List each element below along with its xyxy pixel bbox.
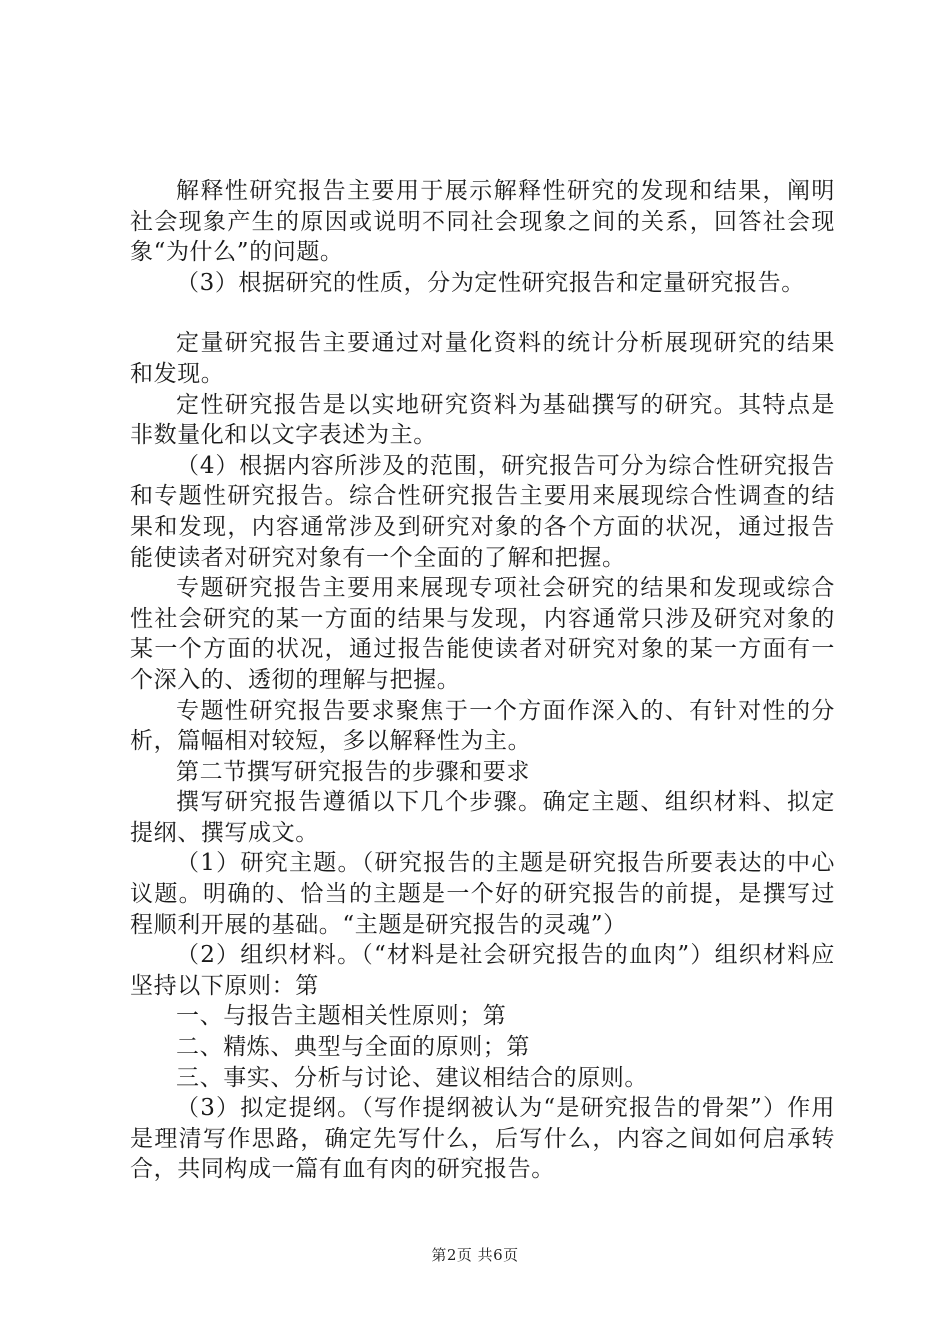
paragraph-principle-1: 一、与报告主题相关性原则；第 xyxy=(176,1003,507,1030)
paragraph-principle-2: 二、精炼、典型与全面的原则；第 xyxy=(176,1034,530,1061)
paragraph-by-nature: （3）根据研究的性质，分为定性研究报告和定量研究报告。 xyxy=(176,269,805,296)
paragraph-explanatory-report: 解释性研究报告主要用于展示解释性研究的发现和结果，阐明社会现象产生的原因或说明不同社会现象之间的关系，回答社会现象“为什么”的问题。 xyxy=(130,178,835,266)
paragraph-principle-3: 三、事实、分析与讨论、建议相结合的原则。 xyxy=(176,1064,648,1091)
paragraph-quantitative-report: 定量研究报告主要通过对量化资料的统计分析展现研究的结果和发现。 xyxy=(130,330,835,387)
page-number-footer: 第2页 共6页 xyxy=(431,1246,519,1264)
document-body xyxy=(130,176,835,1185)
paragraph-by-scope: （4）根据内容所涉及的范围，研究报告可分为综合性研究报告和专题性研究报告。综合性研究报告主要用来展现综合性调查的结果和发现，内容通常涉及到研究对象的各个方面的状况，通过报告能使读者对研究对象有一个全面的了解和把握。 xyxy=(130,452,835,571)
paragraph-step-materials: （2）组织材料。（“材料是社会研究报告的血肉”）组织材料应坚持以下原则：第 xyxy=(130,942,835,999)
paragraph-step-topic: （1）研究主题。（研究报告的主题是研究报告所要表达的中心议题。明确的、恰当的主题是一个好的研究报告的前提，是撰写过程顺利开展的基础。“主题是研究报告的灵魂”） xyxy=(130,850,835,938)
section-heading: 第二节撰写研究报告的步骤和要求 xyxy=(176,758,530,785)
paragraph-thematic-requirements: 专题性研究报告要求聚焦于一个方面作深入的、有针对性的分析，篇幅相对较短，多以解释性为主。 xyxy=(130,697,835,755)
paragraph-thematic-report: 专题研究报告主要用来展现专项社会研究的结果和发现或综合性社会研究的某一方面的结果与发现，内容通常只涉及研究对象的某一个方面的状况，通过报告能使读者对研究对象的某一方面有一个深入的、透彻的理解与把握。 xyxy=(130,575,835,693)
paragraph-qualitative-report: 定性研究报告是以实地研究资料为基础撰写的研究。其特点是非数量化和以文字表述为主。 xyxy=(130,391,835,449)
paragraph-step-outline: （3）拟定提纲。（写作提纲被认为“是研究报告的骨架”）作用是理清写作思路，确定先写什么，后写什么，内容之间如何启承转合，共同构成一篇有血有肉的研究报告。 xyxy=(130,1095,835,1183)
paragraph-steps: 撰写研究报告遵循以下几个步骤。确定主题、组织材料、拟定提纲、撰写成文。 xyxy=(130,789,835,846)
